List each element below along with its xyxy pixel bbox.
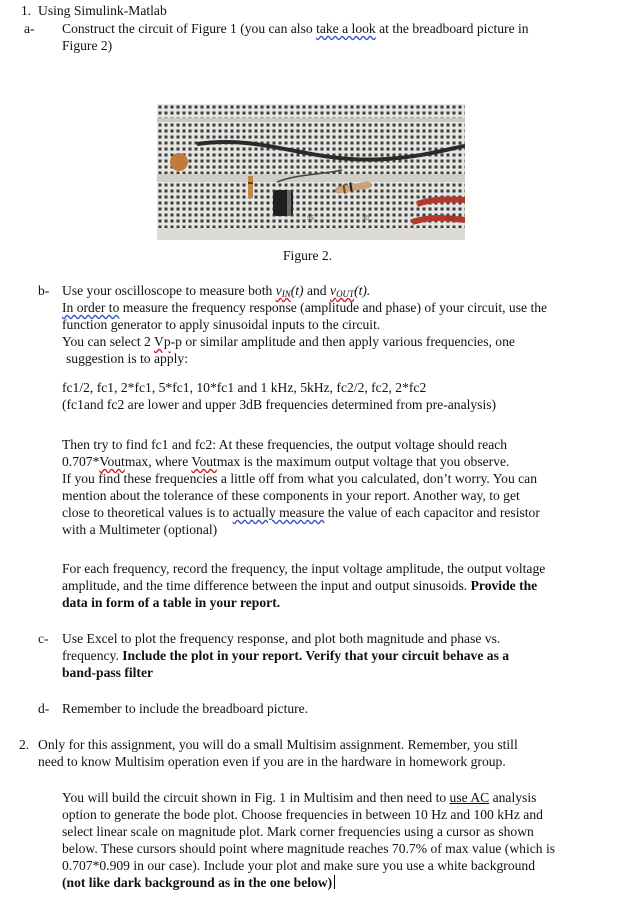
section-2-line-2: need to know Multisim operation even if you are in the hardware in homework group.: [38, 754, 506, 769]
item-d-line-1: Remember to include the breadboard picture.: [62, 701, 309, 716]
figure-2-caption: Figure 2.: [283, 248, 333, 263]
item-a-line-1: Construct the circuit of Figure 1 (you can also take a look at the breadboard picture in: [62, 21, 529, 36]
item-b-para2-line-4: mention about the tolerance of these components in your report. Another way, to get: [62, 488, 520, 503]
section-2-para-line-3: select linear scale on magnitude plot. Mark corner frequencies using a cursor as shown: [62, 824, 534, 839]
item-c-line-1: Use Excel to plot the frequency response, and plot both magnitude and phase vs.: [62, 631, 501, 646]
section-1-title: Using Simulink-Matlab: [38, 3, 167, 18]
item-b-line-5: suggestion is to apply:: [66, 351, 188, 366]
item-b-line-1: Use your oscilloscope to measure both $v_{IN}(t)$ and $v_{OUT}(t)$.: [62, 283, 371, 299]
ruler-label-35: 35: [307, 216, 314, 222]
section-2-para-line-6: (not like dark background as in the one below): [62, 875, 335, 891]
item-c-line-3: band-pass filter: [62, 665, 154, 680]
frequency-list: fc1/2, fc1, 2*fc1, 5*fc1, 10*fc1 and 1 kHz, 5kHz, fc2/2, fc2, 2*fc2: [62, 380, 427, 395]
item-b-para2-line-2: 0.707*Voutmax, where Voutmax is the maximum output voltage that you observe.: [62, 454, 510, 469]
item-b-para2-line-1: Then try to find fc1 and fc2: At these frequencies, the output voltage should reach: [62, 437, 508, 452]
ruler-label-25: 25: [447, 216, 454, 222]
frequency-note: (fc1and fc2 are lower and upper 3dB frequencies determined from pre-analysis): [62, 397, 497, 412]
item-d-marker: d-: [38, 701, 50, 716]
section-2-para-line-1: You will build the circuit shown in Fig. 1 in Multisim and then need to use AC analysis: [62, 790, 537, 805]
item-b-line-2: In order to measure the frequency response (amplitude and phase) of your circuit, use the: [62, 300, 548, 315]
section-1-number: 1.: [21, 3, 32, 18]
item-b-para3-line-2: amplitude, and the time difference between the input and output sinusoids. Provide the: [62, 578, 538, 593]
section-2-line-1: Only for this assignment, you will do a small Multisim assignment. Remember, you still: [38, 737, 518, 752]
item-a-line-2: Figure 2): [62, 38, 113, 53]
item-a-marker: a-: [24, 21, 35, 36]
section-2-para-line-2: option to generate the bode plot. Choose frequencies in between 10 Hz and 100 kHz and: [62, 807, 543, 822]
breadboard-photo: [157, 104, 465, 240]
item-b-para3-line-1: For each frequency, record the frequency, the input voltage amplitude, the output voltage: [62, 561, 546, 576]
item-b-para3-line-3: data in form of a table in your report.: [62, 595, 281, 610]
section-2-para-line-5: 0.707*0.909 in our case). Include your plot and make sure you use a white background: [62, 858, 536, 873]
item-b-line-3: function generator to apply sinusoidal inputs to the circuit.: [62, 317, 381, 332]
item-c-line-2: frequency. Include the plot in your report. Verify that your circuit behave as a: [62, 648, 510, 663]
text-cursor: [334, 875, 335, 889]
item-c-marker: c-: [38, 631, 49, 646]
ruler-label-30: 30: [362, 216, 369, 222]
item-b-line-4: You can select 2 Vp-p or similar amplitude and then apply various frequencies, one: [62, 334, 515, 349]
item-b-para2-line-5: close to theoretical values is to actually measure the value of each capacitor and resistor: [62, 505, 540, 520]
item-b-para2-line-3: If you find these frequencies a little off from what you calculated, don’t worry. You can: [62, 471, 538, 486]
section-2-number: 2.: [19, 737, 30, 752]
ceramic-capacitor: [170, 153, 188, 171]
item-b-para2-line-6: with a Multimeter (optional): [62, 522, 218, 537]
section-2-para-line-4: below. These cursors should point where magnitude reaches 70.7% of max value (which is: [62, 841, 556, 856]
item-b-marker: b-: [38, 283, 50, 298]
